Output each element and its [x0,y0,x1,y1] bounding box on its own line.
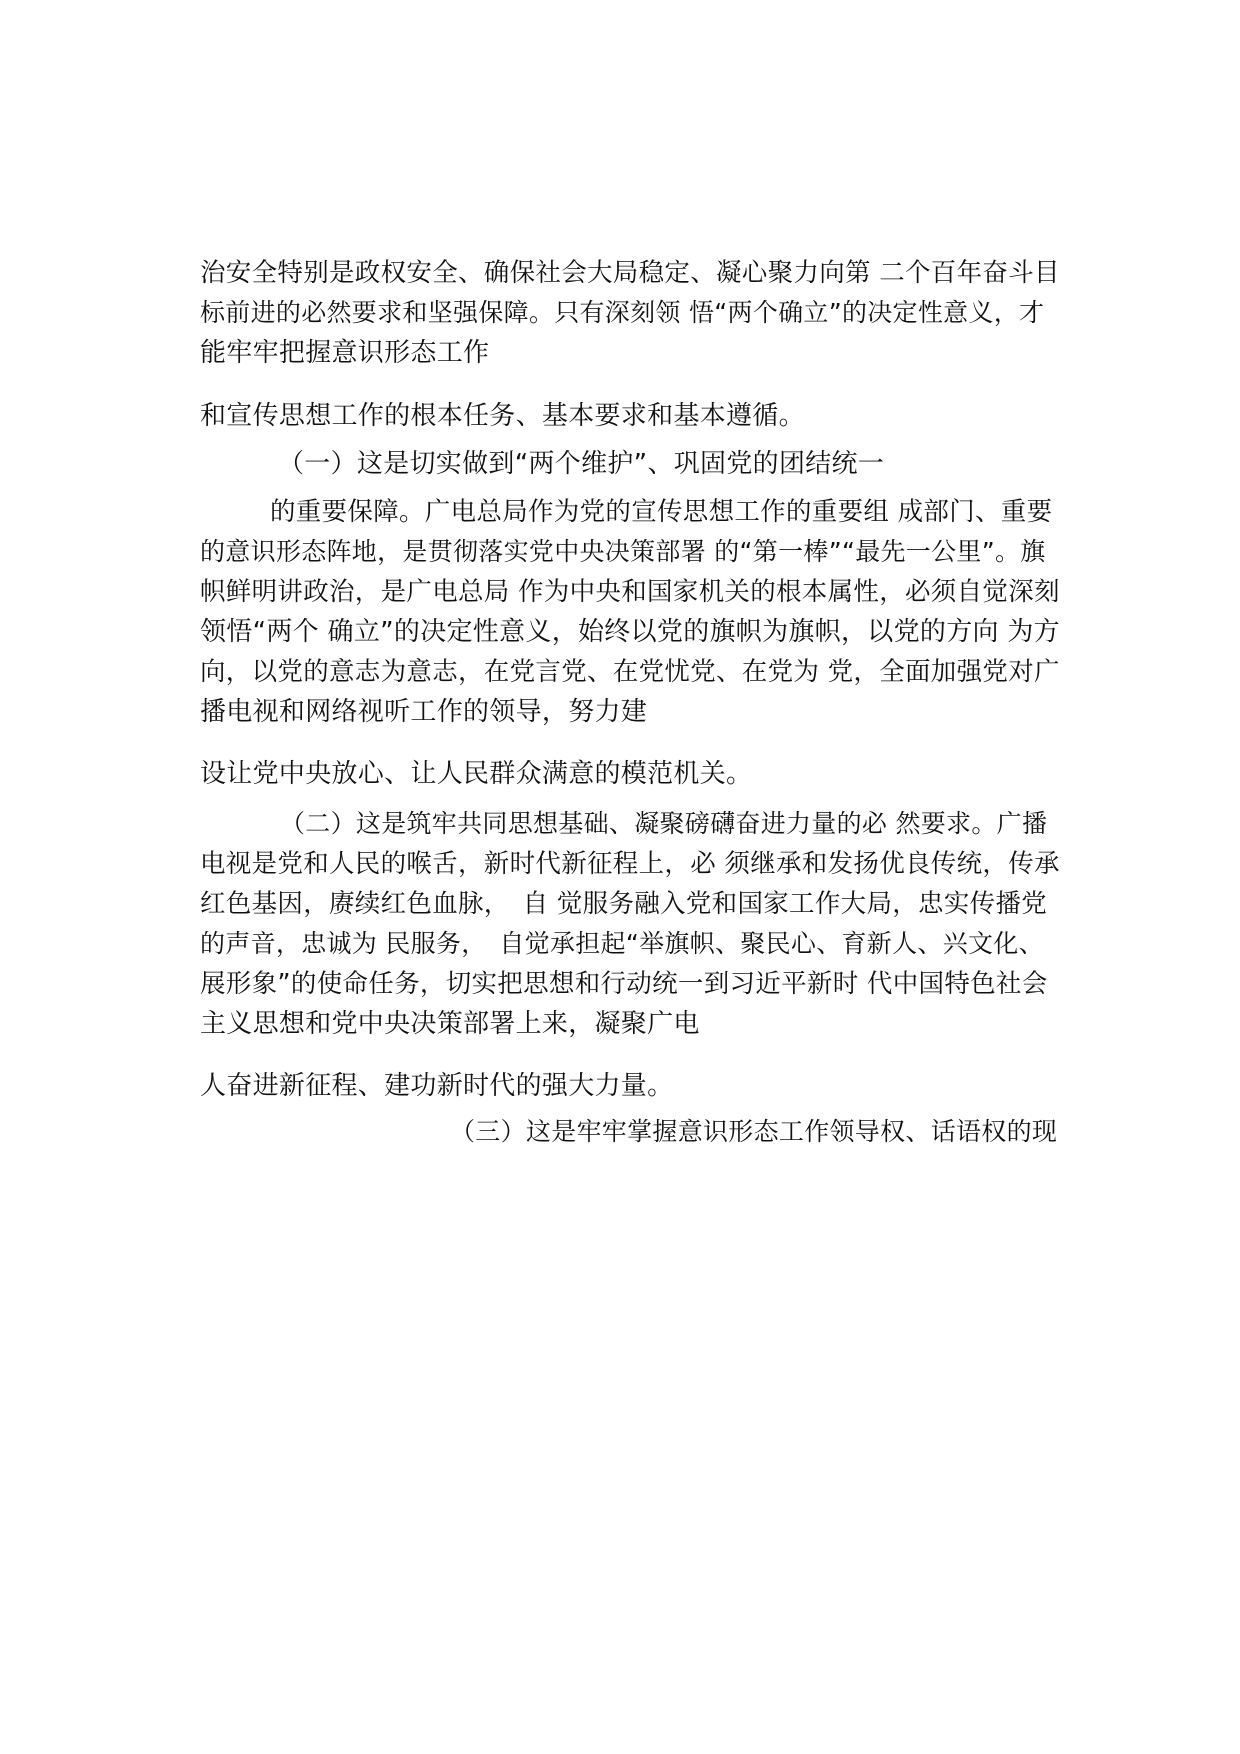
paragraph-line: 和宣传思想工作的根本任务、基本要求和基本遵循。 [200,401,805,431]
paragraph-line: 向，以党的意志为意志，在党言党、在党忧党、在党为 党，全面加强党对广 [200,657,1060,687]
paragraph-line: 的意识形态阵地，是贯彻落实党中央决策部署 的“第一棒”“最先一公里”。旗 [200,537,1046,566]
paragraph-line: 标前进的必然要求和坚强保障。只有深刻领 悟“两个确立”的决定性意义，才 [200,298,1045,327]
paragraph-line: 帜鲜明讲政治，是广电总局 作为中央和国家机关的根本属性，必须自觉深刻 [200,577,1060,607]
paragraph-line: 电视是党和人民的喉舌，新时代新征程上，必 须继承和发扬优良传统，传承 [200,849,1060,879]
paragraph-line: 人奋进新征程、建功新时代的强大力量。 [200,1071,674,1101]
section-heading: （一）这是切实做到“两个维护”、巩固党的团结统一 [278,449,885,479]
paragraph-line: 播电视和网络视听工作的领导，努力建 [200,697,648,727]
paragraph-line: 领悟“两个 确立”的决定性意义，始终以党的旗帜为旗帜，以党的方向 为方 [200,617,1060,647]
section-heading: （三）这是牢牢掌握意识形态工作领导权、话语权的现 [450,1117,1058,1146]
section-heading: （二）这是筑牢共同思想基础、凝聚磅礴奋进力量的必 然要求。广播 [280,809,1048,838]
paragraph-line: 主义思想和党中央决策部署上来，凝聚广电 [200,1009,700,1039]
paragraph-line: 设让党中央放心、让人民群众满意的模范机关。 [200,759,753,789]
paragraph-line: 展形象”的使命任务，切实把思想和行动统一到习近平新时 代中国特色社会 [200,969,1048,999]
paragraph-line: 治安全特别是政权安全、确保社会大局稳定、凝心聚力向第 二个百年奋斗目 [200,258,1060,288]
paragraph-line: 能牢牢把握意识形态工作 [200,338,490,368]
paragraph-line: 的重要保障。广电总局作为党的宣传思想工作的重要组 成部门、重要 [270,497,1053,527]
paragraph-line: 的声音，忠诚为 民服务， 自觉承担起“举旗帜、聚民心、育新人、兴文化、 [200,929,1044,958]
paragraph-line: 红色基因，赓续红色血脉， 自 觉服务融入党和国家工作大局，忠实传播党 [200,889,1048,919]
